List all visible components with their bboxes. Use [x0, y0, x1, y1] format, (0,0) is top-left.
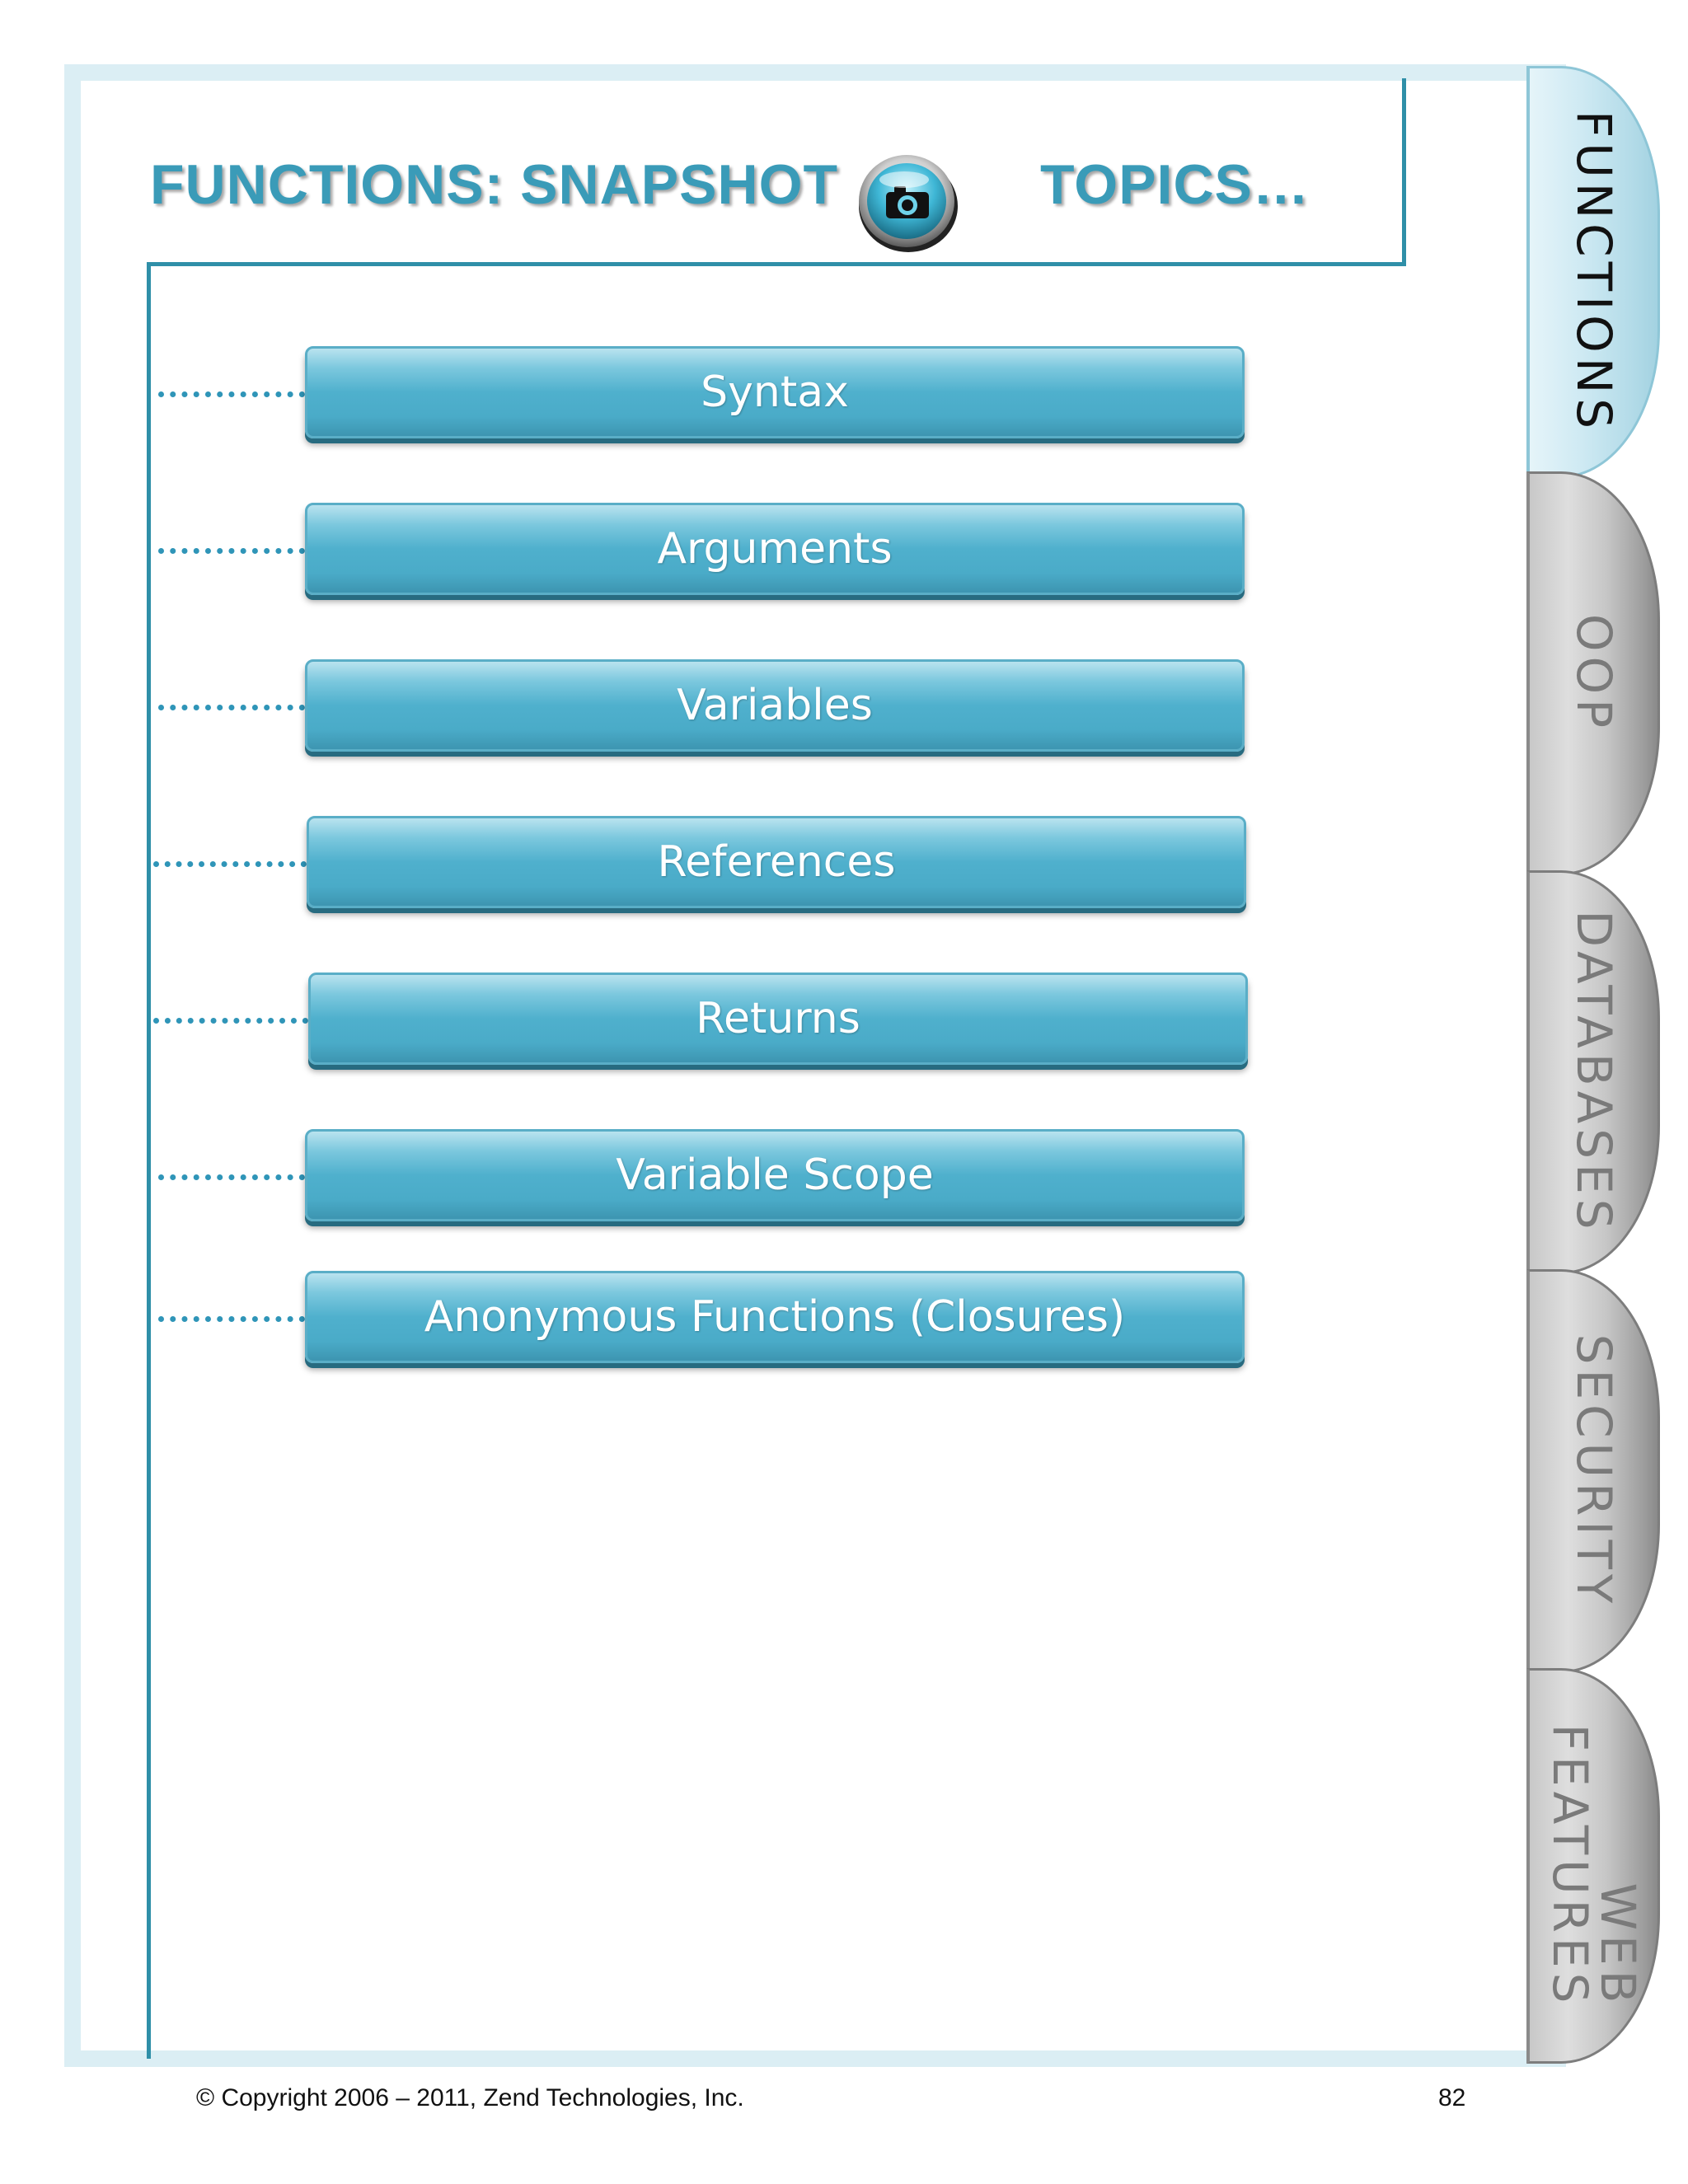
tab-functions-label: FUNCTIONS: [1565, 110, 1622, 434]
tab-security[interactable]: [1526, 1269, 1660, 1673]
topic-row-arguments: [0, 503, 1253, 600]
topic-row-returns: [0, 972, 1253, 1070]
tab-security-label: SECURITY: [1565, 1333, 1622, 1609]
page-title: FUNCTIONS: SNAPSHOT: [150, 153, 838, 216]
topic-arguments-button[interactable]: Arguments: [305, 503, 1245, 595]
tab-functions[interactable]: [1526, 66, 1660, 478]
tab-databases-label: DATABASES: [1565, 910, 1622, 1235]
topic-variable-scope-button[interactable]: Variable Scope: [305, 1129, 1245, 1221]
topic-row-anonymous-functions: [0, 1271, 1253, 1368]
topic-row-variables: [0, 659, 1253, 757]
dotted-connector: [158, 1316, 305, 1322]
topic-syntax-button[interactable]: Syntax: [305, 346, 1245, 438]
topic-row-references: [0, 816, 1253, 913]
footer-copyright: © Copyright 2006 – 2011, Zend Technologies, Inc.: [196, 2084, 744, 2111]
tab-oop-label: OOP: [1565, 613, 1622, 733]
tab-oop[interactable]: [1526, 471, 1660, 875]
dotted-connector: [153, 1018, 308, 1024]
topic-references-button[interactable]: References: [307, 816, 1246, 908]
dotted-connector: [153, 861, 307, 867]
topic-row-variable-scope: [0, 1129, 1253, 1226]
camera-icon: [855, 148, 962, 255]
topic-anonymous-functions-button[interactable]: Anonymous Functions (Closures): [305, 1271, 1245, 1363]
tab-databases[interactable]: [1526, 870, 1660, 1274]
topic-returns-button[interactable]: Returns: [308, 972, 1248, 1065]
dotted-connector: [158, 1174, 305, 1180]
page-number: 82: [1438, 2084, 1466, 2111]
topic-row-syntax: [0, 346, 1253, 443]
topics-title: TOPICS…: [1040, 153, 1310, 216]
topic-variables-button[interactable]: Variables: [305, 659, 1245, 752]
tab-web-features[interactable]: [1526, 1668, 1660, 2064]
dotted-connector: [158, 391, 305, 397]
dotted-connector: [158, 705, 305, 710]
dotted-connector: [158, 548, 305, 554]
tab-web-features-label: WEB FEATURES: [1541, 1723, 1646, 2008]
